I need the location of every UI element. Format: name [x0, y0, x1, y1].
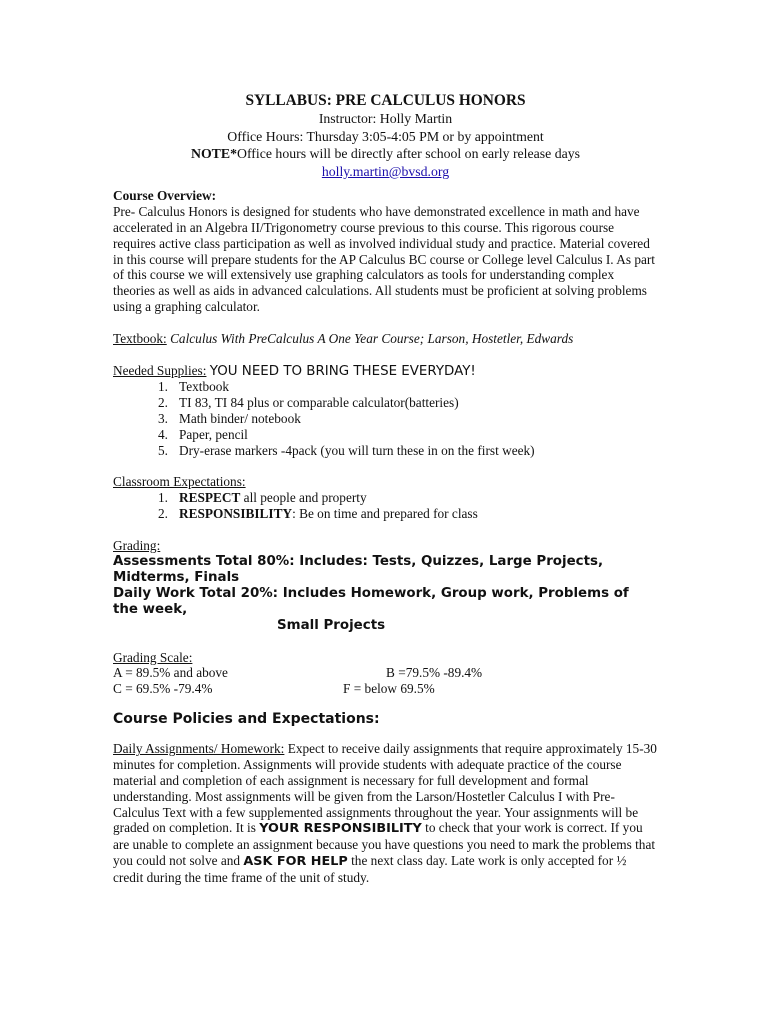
- list-item: 1. RESPECT all people and property: [158, 490, 367, 506]
- overview-heading: Course Overview:: [113, 188, 217, 204]
- supplies-label: Needed Supplies:: [113, 362, 207, 378]
- textbook-line: [113, 331, 658, 347]
- grading-daily-work: Daily Work Total 20%: Includes Homework, Group work, Problems of the week,: [113, 585, 629, 617]
- page-title: SYLLABUS: PRE CALCULUS HONORS: [245, 92, 526, 109]
- ask-for-help-emphasis: ASK FOR HELP: [243, 853, 348, 869]
- list-item: 3. Math binder/ notebook: [158, 410, 301, 426]
- list-item: 5. Dry-erase markers -4pack (you will turn these in on the first week): [158, 442, 535, 458]
- scale-b: B =79.5% -89.4%: [386, 665, 483, 681]
- policies-heading: Course Policies and Expectations:: [113, 711, 380, 728]
- note-text: Office hours will be directly after school on early release days: [236, 146, 580, 162]
- supplies-list: [113, 379, 658, 458]
- supplies-emphasis: YOU NEED TO BRING THESE EVERYDAY!: [209, 363, 476, 379]
- homework-label: Daily Assignments/ Homework:: [113, 741, 285, 757]
- note-label: NOTE*: [190, 146, 237, 162]
- header-block: [113, 92, 658, 180]
- grading-scale-row-1: [113, 665, 658, 681]
- grading-scale-row-2: [113, 681, 658, 697]
- grading-scale-label: Grading Scale:: [113, 649, 193, 665]
- supplies-line: [113, 363, 658, 380]
- grading-label: Grading:: [113, 537, 161, 553]
- note-line: [113, 145, 658, 163]
- your-responsibility-emphasis: YOUR RESPONSIBILITY: [259, 821, 422, 837]
- email-link[interactable]: holly.martin@bvsd.org: [321, 163, 450, 179]
- grading-assessments: Assessments Total 80%: Includes: Tests, Quizzes, Large Projects, Midterms, Finals: [113, 553, 604, 585]
- expectations-label: Classroom Expectations:: [113, 474, 246, 490]
- list-item: 2. RESPONSIBILITY: Be on time and prepared for class: [158, 505, 478, 521]
- list-item: 1. Textbook: [158, 379, 230, 395]
- office-hours-line: Office Hours: Thursday 3:05-4:05 PM or by appointment: [227, 128, 544, 144]
- syllabus-page: [113, 92, 658, 885]
- scale-c: C = 69.5% -79.4%: [113, 681, 213, 697]
- expectations-list: [113, 490, 658, 522]
- textbook-title: Calculus With PreCalculus A One Year Course; Larson, Hostetler, Edwards: [170, 330, 574, 346]
- homework-paragraph: Daily Assignments/ Homework: Expect to receive daily assignments that require approximately 15-30 minutes for completion. Assignments will provide students with adequate practice of the course material and completion of each assignment is necessary for full development and formal understanding. Most assignments will be given from the Larson/Hostetler Calculus I with Pre-Calculus Text with a few supplemented assignments throughout the year. Your assignments will be graded on completion. It is YOUR RESPONSIBILITY to check that your work is correct. If you are unable to complete an assignment because you have questions you need to mark the problems that you could not solve and ASK FOR HELP the next class day. Late work is only accepted for ½ credit during the time frame of the unit of study.: [113, 741, 657, 885]
- scale-a: A = 89.5% and above: [113, 665, 228, 681]
- list-item: 4. Paper, pencil: [158, 426, 248, 442]
- grading-small-projects: Small Projects: [277, 617, 386, 633]
- overview-text: Pre- Calculus Honors is designed for students who have demonstrated excellence in math and have accelerated in an Algebra II/Trigonometry course previous to this course. This rigorous course requires active class participation as well as involved individual study and practice. Material covered in this course will prepare students for the AP Calculus BC course or College level Calculus I. As part of this course we will extensively use graphing calculators as tools for understanding complex theories as well as aids in advanced calculations. All students must be proficient at solving problems using a graphing calculator.: [113, 204, 655, 314]
- instructor-line: Instructor: Holly Martin: [318, 111, 453, 126]
- textbook-label: Textbook:: [113, 330, 167, 346]
- scale-f: F = below 69.5%: [343, 681, 435, 697]
- list-item: 2. TI 83, TI 84 plus or comparable calculator(batteries): [158, 395, 459, 411]
